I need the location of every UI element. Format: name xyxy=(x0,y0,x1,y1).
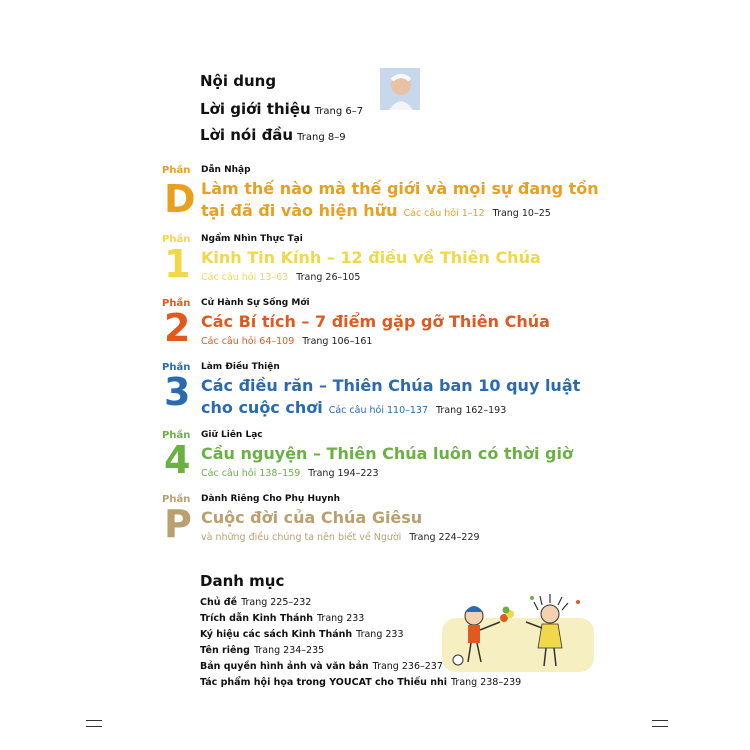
part-4[interactable]: Phần 4 Giữ Liên Lạc Cầu nguyện – Thiên Chúa luôn có thời giờ Các câu hỏi 138–159 Trang 194–223 xyxy=(162,430,573,482)
index-item-bible-abbrev[interactable]: Ký hiệu các sách Kinh Thánh Trang 233 xyxy=(200,629,404,640)
part-1[interactable]: Phần 1 Ngẩm Nhìn Thực Tại Kinh Tin Kính – 12 điều về Thiên Chúa Các câu hỏi 13–63 Trang 26–105 xyxy=(162,234,541,286)
toc-intro[interactable]: Lời giới thiệu Trang 6–7 xyxy=(200,100,364,118)
crop-mark xyxy=(86,720,102,721)
toc-heading: Nội dung xyxy=(200,72,277,90)
part-2[interactable]: Phần 2 Cử Hành Sự Sống Mới Các Bí tích – 7 điểm gặp gỡ Thiên Chúa Các câu hỏi 64–109 Trang 106–161 xyxy=(162,298,550,350)
pope-photo xyxy=(380,68,420,110)
index-item-names[interactable]: Tên riêng Trang 234–235 xyxy=(200,645,325,656)
toc-preface[interactable]: Lời nói đầu Trang 8–9 xyxy=(200,126,346,144)
crop-mark xyxy=(86,726,102,727)
index-item-copyright[interactable]: Bản quyền hình ảnh và văn bản Trang 236–237 xyxy=(200,661,443,672)
part-parents[interactable]: Phần P Dành Riêng Cho Phụ Huynh Cuộc đời của Chúa Giêsu và những điều chúng ta nên biết về Người Trang 224–229 xyxy=(162,494,480,546)
kids-illustration xyxy=(438,588,598,680)
index-item-artworks[interactable]: Tác phẩm hội họa trong YOUCAT cho Thiếu nhi Trang 238–239 xyxy=(200,677,522,688)
index-item-topics[interactable]: Chủ đề Trang 225–232 xyxy=(200,597,312,608)
crop-mark xyxy=(652,720,668,721)
crop-mark xyxy=(652,726,668,727)
part-intro[interactable]: Phần D Dẫn Nhập Làm thế nào mà thế giới và mọi sự đang tồn tại đã đi vào hiện hữu Các câu hỏi 1–12 Trang 10–25 xyxy=(162,165,599,221)
index-item-bible-quotes[interactable]: Trích dẫn Kinh Thánh Trang 233 xyxy=(200,613,365,624)
part-3[interactable]: Phần 3 Làm Điều Thiện Các điều răn – Thiên Chúa ban 10 quy luật cho cuộc chơi Các câu hỏi 110–137 Trang 162–193 xyxy=(162,362,581,417)
index-title: Danh mục xyxy=(200,572,285,590)
